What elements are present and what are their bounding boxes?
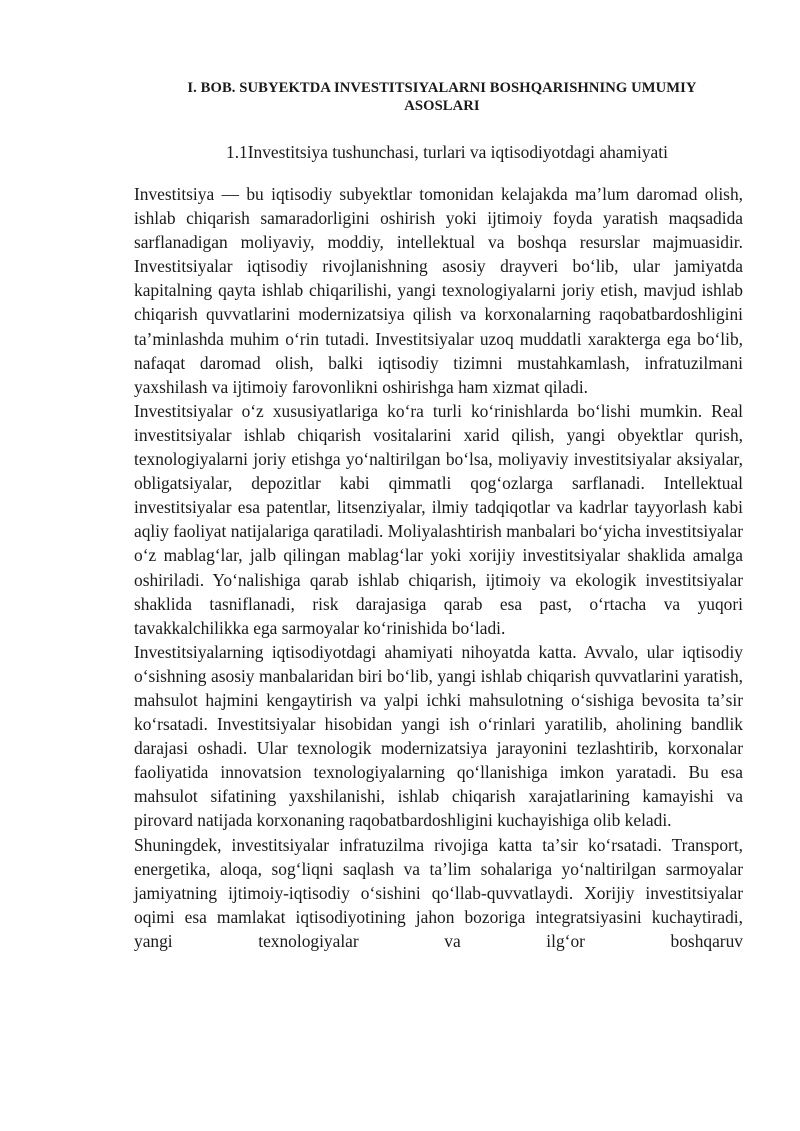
paragraph: Investitsiyalarning iqtisodiyotdagi ahamiyati nihoyatda katta. Avvalo, ular iqtisodiy oʻsishning asosiy manbalaridan biri boʻlib, yangi ishlab chiqarish quvvatlarini yaratish, mahsulot hajmini kengaytirish va yalpi ichki mahsulotning oʻsishiga bevosita taʼsir koʻrsatadi. Investitsiyalar hisobidan yangi ish oʻrinlari yaratilib, aholining bandlik darajasi oshadi. Ular texnologik modernizatsiya jarayonini tezlashtirib, korxonalar faoliyatida innovatsion texnologiyalarning qoʻllanishiga imkon yaratadi. Bu esa mahsulot sifatining yaxshilanishi, ishlab chiqarish xarajatlarining kamayishi va pirovard natijada korxonaning raqobatbardoshligini kuchayishiga olib keladi. <box>134 641 743 831</box>
paragraph: Investitsiyalar oʻz xususiyatlariga koʻra turli koʻrinishlarda boʻlishi mumkin. Real investitsiyalar ishlab chiqarish vositalarini xarid qilish, yangi obyektlar qurish, texnologiyalarni joriy etishga yoʻnaltirilgan boʻlsa, moliyaviy investitsiyalar aksiyalar, obligatsiyalar, depozitlar kabi qimmatli qogʻozlarga sarflanadi. Intellektual investitsiyalar esa patentlar, litsenziyalar, ilmiy tadqiqotlar va kadrlar tayyorlash kabi aqliy faoliyat natijalariga qaratiladi. Moliyalashtirish manbalari boʻyicha investitsiyalar oʻz mablagʻlar, jalb qilingan mablagʻlar yoki xorijiy investitsiyalar shaklida amalga oshiriladi. Yoʻnalishiga qarab ishlab chiqarish, ijtimoiy va ekologik investitsiyalar shaklida tasniflanadi, risk darajasiga qarab esa past, oʻrtacha va yuqori tavakkalchilikka ega sarmoyalar koʻrinishida boʻladi. <box>134 400 743 638</box>
paragraph: Shuningdek, investitsiyalar infratuzilma rivojiga katta taʼsir koʻrsatadi. Transport, energetika, aloqa, sogʻliqni saqlash va taʼlim sohalariga yoʻnaltirilgan sarmoyalar jamiyatning ijtimoiy-iqtisodiy oʻsishini qoʻllab-quvvatlaydi. Xorijiy investitsiyalar oqimi esa mamlakat iqtisodiyotining jahon bozoriga integratsiyasini kuchaytiradi, yangi texnologiyalar va ilgʻor boshqaruv <box>134 834 743 951</box>
section-title: 1.1Investitsiya tushunchasi, turlari va iqtisodiyotdagi ahamiyati <box>226 142 668 162</box>
paragraph: Investitsiya — bu iqtisodiy subyektlar tomonidan kelajakda ma’lum daromad olish, ishlab chiqarish samaradorligini oshirish yoki ijtimoiy foyda yaratish maqsadida sarflanadigan moliyaviy, moddiy, intellektual va boshqa resurslar majmuasidir. Investitsiyalar iqtisodiy rivojlanishning asosiy drayveri boʻlib, ular jamiyatda kapitalning qayta ishlab chiqarilishi, yangi texnologiyalarni joriy etish, mavjud ishlab chiqarish quvvatlarini modernizatsiya qilish va korxonalarning raqobatbardoshligini taʼminlashda muhim oʻrin tutadi. Investitsiyalar uzoq muddatli xarakterga ega boʻlib, nafaqat daromad olish, balki iqtisodiy tizimni mustahkamlash, infratuzilmani yaxshilash va ijtimoiy farovonlikni oshirishga ham xizmat qiladi. <box>134 184 743 397</box>
body-text <box>134 182 743 953</box>
chapter-title: I. BOB. SUBYEKTDA INVESTITSIYALARNI BOSHQARISHNING UMUMIY ASOSLARI <box>187 80 697 114</box>
